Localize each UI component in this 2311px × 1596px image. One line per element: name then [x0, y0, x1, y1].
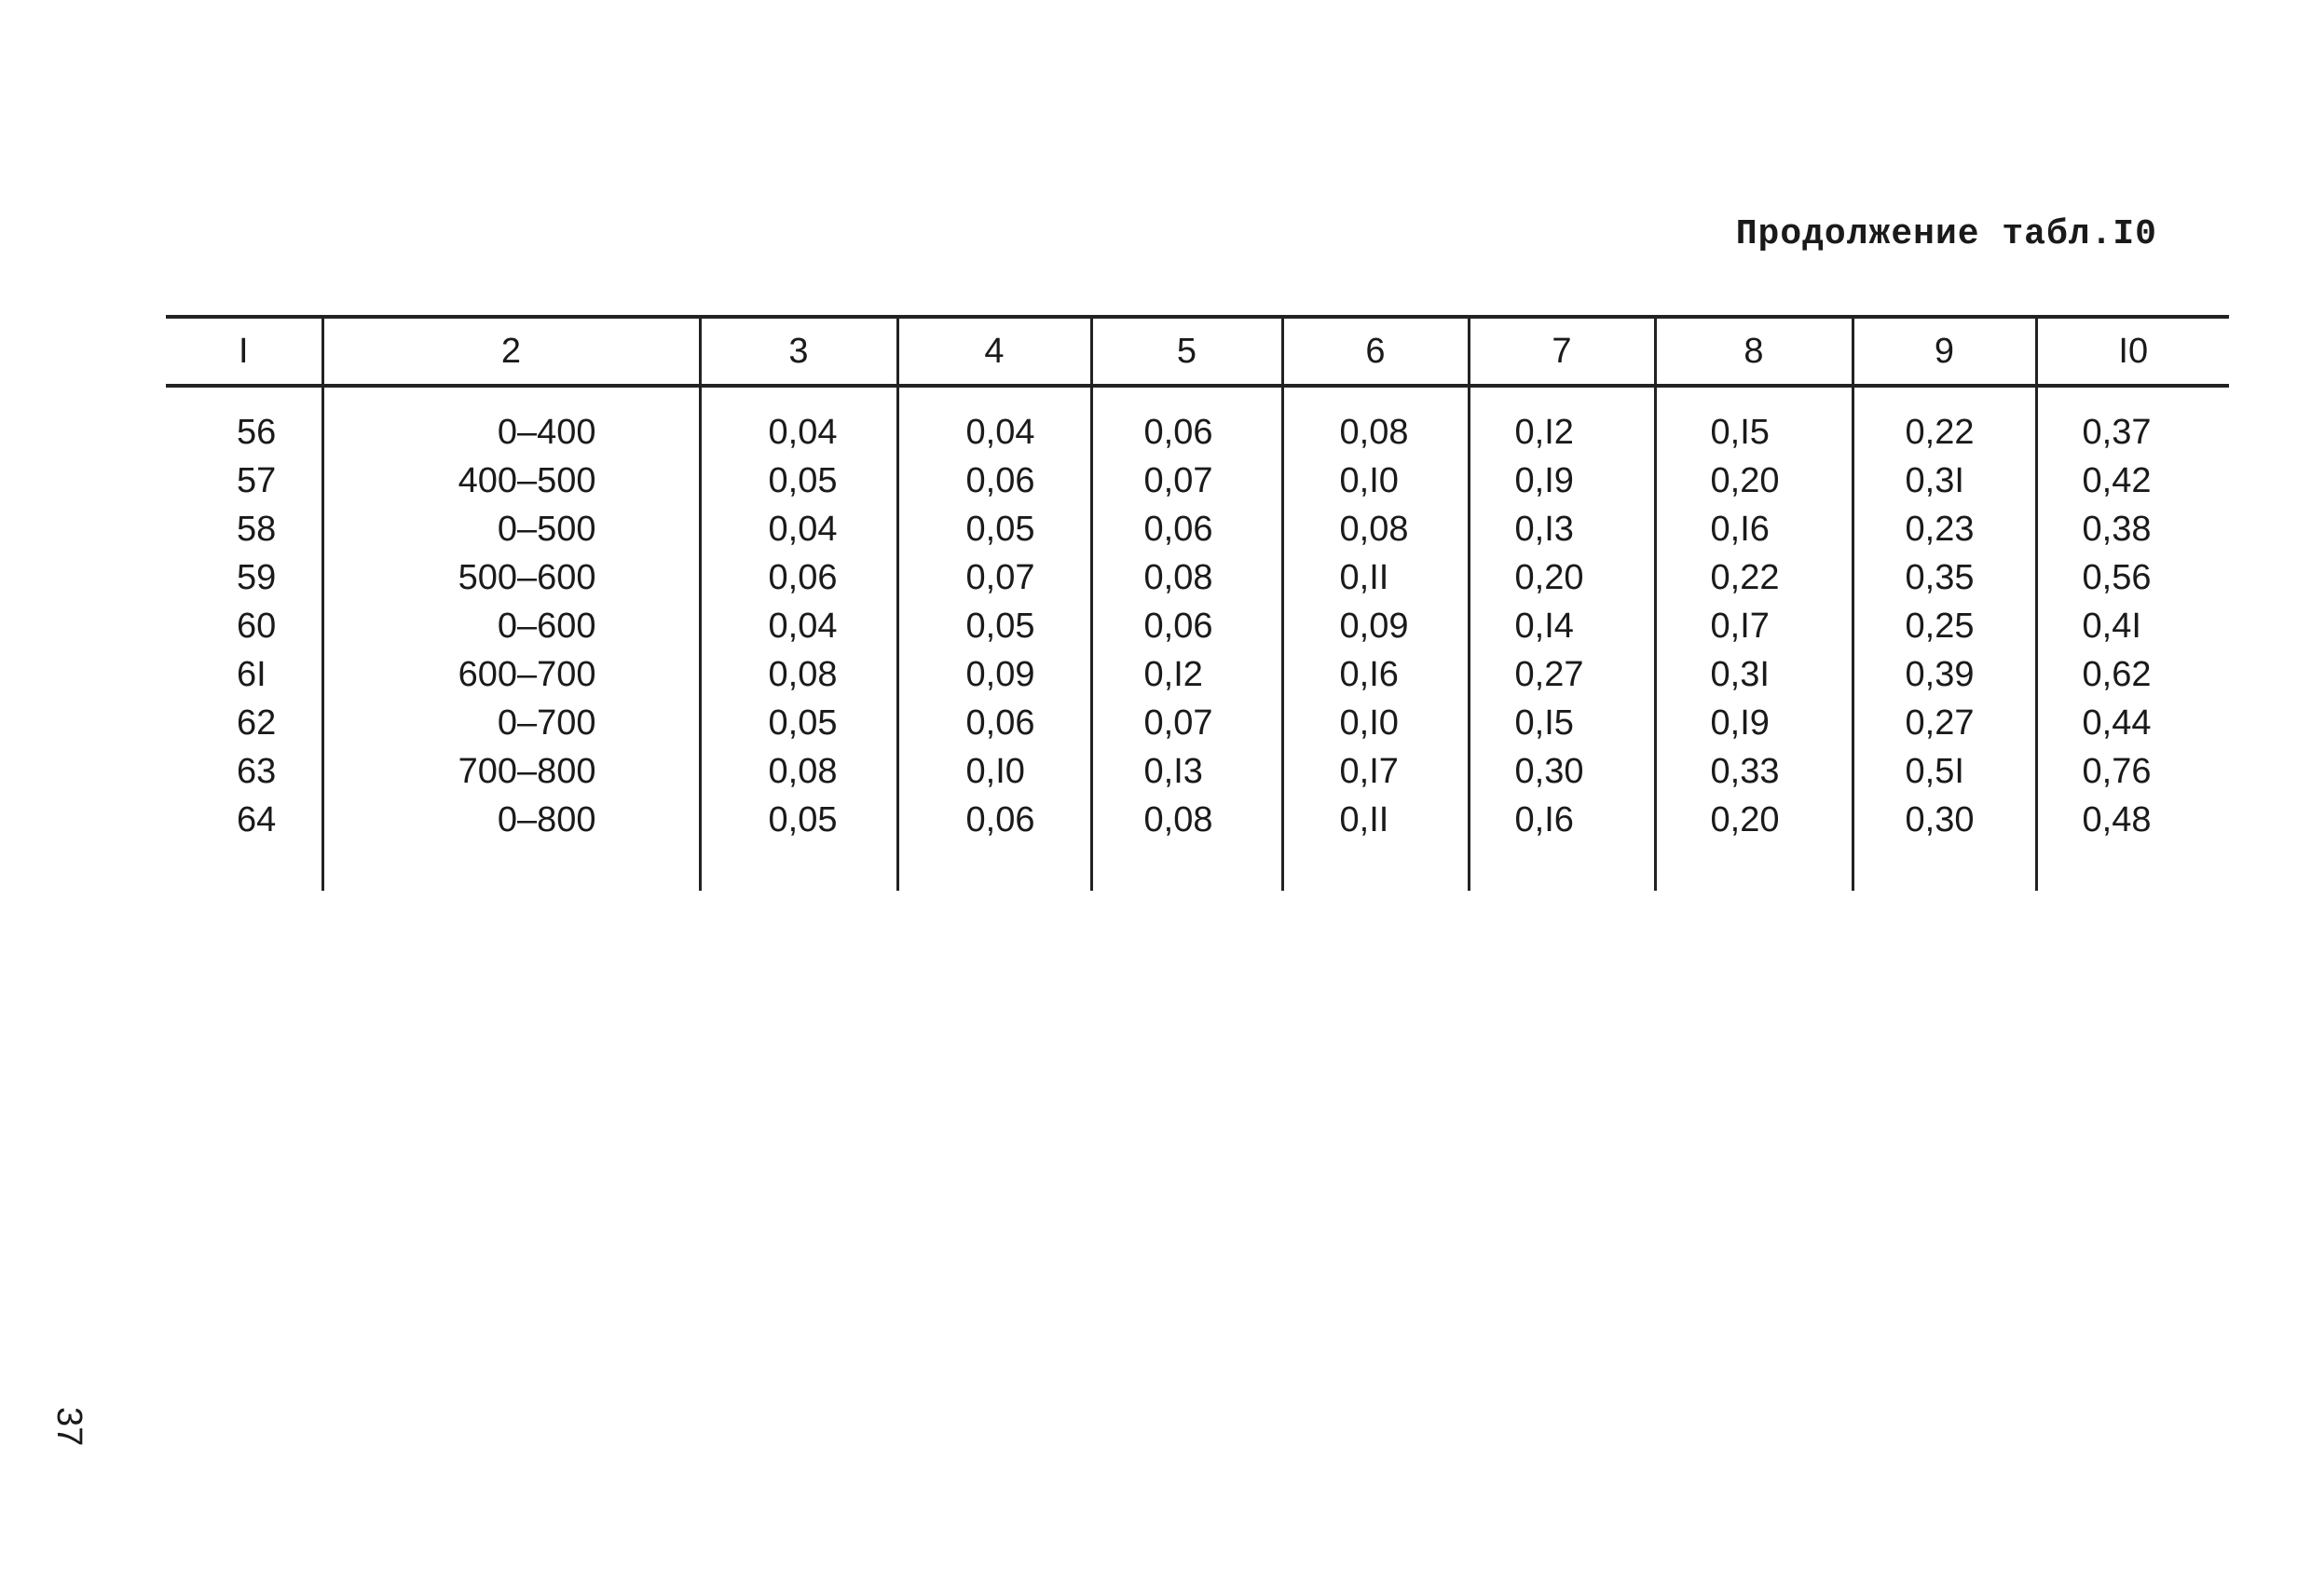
- table-cell: 0,I0: [1282, 699, 1469, 747]
- table-cell: 500–600: [322, 553, 700, 602]
- table-cell: 0,06: [897, 796, 1091, 844]
- table-cell: 0,30: [1853, 796, 2036, 844]
- table-cell: 0–400: [322, 386, 700, 457]
- table-cell: 0,76: [2036, 747, 2229, 796]
- table-cell: 0,22: [1853, 386, 2036, 457]
- page-number: 37: [49, 1407, 89, 1447]
- table-cell: 400–500: [322, 457, 700, 505]
- table-cell: 0,48: [2036, 796, 2229, 844]
- table-spacer-cell: [322, 844, 700, 891]
- column-header-4: 4: [897, 317, 1091, 386]
- table-row: [166, 553, 2229, 602]
- table-spacer-cell: [1282, 844, 1469, 891]
- column-header-3: 3: [700, 317, 897, 386]
- table-cell: 0,I5: [1469, 699, 1655, 747]
- table-spacer-row: [166, 844, 2229, 891]
- table-cell: 0,05: [897, 602, 1091, 650]
- column-header-5: 5: [1091, 317, 1282, 386]
- table-caption: Продолжение табл.I0: [1735, 214, 2157, 254]
- table-cell: 0,07: [1091, 699, 1282, 747]
- table-cell: 0,I6: [1655, 505, 1853, 553]
- column-header-6: 6: [1282, 317, 1469, 386]
- table-cell: 0,20: [1655, 796, 1853, 844]
- table-cell: 0,06: [1091, 602, 1282, 650]
- data-table: [166, 315, 2229, 891]
- table-header: [166, 317, 2229, 386]
- table-row: [166, 796, 2229, 844]
- table-spacer-cell: [1091, 844, 1282, 891]
- table-cell: 0,I3: [1469, 505, 1655, 553]
- table-cell: 0,35: [1853, 553, 2036, 602]
- table-cell: 0,I0: [897, 747, 1091, 796]
- table-cell: 0,I6: [1469, 796, 1655, 844]
- table-cell: 0,25: [1853, 602, 2036, 650]
- table-cell: 60: [237, 606, 277, 646]
- table-spacer-cell: [1853, 844, 2036, 891]
- table-row: [166, 457, 2229, 505]
- column-header-1: I: [166, 317, 322, 386]
- table-cell: 0,39: [1853, 650, 2036, 699]
- table-cell: 63: [237, 751, 277, 791]
- table-cell: 0,05: [700, 457, 897, 505]
- table-spacer-cell: [1655, 844, 1853, 891]
- table-cell: 0,08: [1091, 553, 1282, 602]
- table-cell: 0,07: [1091, 457, 1282, 505]
- table-row: [166, 747, 2229, 796]
- table-cell: 0,04: [700, 602, 897, 650]
- table-cell: 0,22: [1655, 553, 1853, 602]
- table-spacer-cell: [166, 844, 322, 891]
- table-cell: 0,I5: [1655, 386, 1853, 457]
- table-cell: 57: [237, 460, 277, 500]
- table-cell: 0,3I: [1853, 457, 2036, 505]
- table-cell: 59: [237, 557, 277, 597]
- column-header-9: 9: [1853, 317, 2036, 386]
- table-cell: 0,II: [1282, 796, 1469, 844]
- table-spacer-cell: [700, 844, 897, 891]
- column-header-7: 7: [1469, 317, 1655, 386]
- table-cell: 62: [237, 703, 277, 743]
- column-header-10: I0: [2036, 317, 2229, 386]
- table-cell: 0,I9: [1469, 457, 1655, 505]
- table-cell: 0,27: [1853, 699, 2036, 747]
- table-cell: 0,4I: [2036, 602, 2229, 650]
- table-cell: 0,I4: [1469, 602, 1655, 650]
- table-cell: 0,23: [1853, 505, 2036, 553]
- table-cell: 58: [237, 509, 277, 549]
- table-cell: 0,09: [1282, 602, 1469, 650]
- table-cell: 0,09: [897, 650, 1091, 699]
- table-cell: 600–700: [322, 650, 700, 699]
- table-cell: 0,30: [1469, 747, 1655, 796]
- table-row: [166, 650, 2229, 699]
- table-spacer-cell: [1469, 844, 1655, 891]
- table-cell: 700–800: [322, 747, 700, 796]
- table-row: [166, 505, 2229, 553]
- table-cell: 0–800: [322, 796, 700, 844]
- table-cell: 0,I0: [1282, 457, 1469, 505]
- table-spacer-cell: [2036, 844, 2229, 891]
- table-cell: 0,08: [1282, 386, 1469, 457]
- table-row: [166, 602, 2229, 650]
- table-cell: 0,06: [897, 457, 1091, 505]
- table-cell: 0,06: [700, 553, 897, 602]
- table-cell: 0–500: [322, 505, 700, 553]
- table-cell: 0,05: [700, 796, 897, 844]
- table-cell: 0,38: [2036, 505, 2229, 553]
- header-row: [166, 317, 2229, 386]
- table-cell: 0,04: [700, 386, 897, 457]
- table-cell: 0,37: [2036, 386, 2229, 457]
- table-cell: 0,I7: [1282, 747, 1469, 796]
- table-cell: 0,I3: [1091, 747, 1282, 796]
- table-cell: 0,08: [700, 650, 897, 699]
- column-header-8: 8: [1655, 317, 1853, 386]
- table-row: [166, 386, 2229, 457]
- table-cell: 0,04: [700, 505, 897, 553]
- table-cell: 0,07: [897, 553, 1091, 602]
- table-cell: 0,I6: [1282, 650, 1469, 699]
- table-cell: 0,20: [1469, 553, 1655, 602]
- table-cell: 0,08: [700, 747, 897, 796]
- table-cell: 0–700: [322, 699, 700, 747]
- table-cell: 0,56: [2036, 553, 2229, 602]
- table-cell: 0,06: [1091, 505, 1282, 553]
- table-cell: 0,42: [2036, 457, 2229, 505]
- table-cell: 6I: [237, 654, 267, 694]
- table-cell: 64: [237, 799, 277, 839]
- table-cell: 0,II: [1282, 553, 1469, 602]
- table-cell: 0,08: [1282, 505, 1469, 553]
- table-cell: 0,I9: [1655, 699, 1853, 747]
- table-cell: 0,06: [897, 699, 1091, 747]
- table-cell: 0,04: [897, 386, 1091, 457]
- table-cell: 0,62: [2036, 650, 2229, 699]
- table-cell: 0,08: [1091, 796, 1282, 844]
- table-cell: 0,05: [700, 699, 897, 747]
- table-cell: 0,3I: [1655, 650, 1853, 699]
- table-cell: 0,33: [1655, 747, 1853, 796]
- table-cell: 0–600: [322, 602, 700, 650]
- table-cell: 0,5I: [1853, 747, 2036, 796]
- table-row: [166, 699, 2229, 747]
- table-cell: 0,44: [2036, 699, 2229, 747]
- table-cell: 0,20: [1655, 457, 1853, 505]
- column-header-2: 2: [322, 317, 700, 386]
- data-table-container: [166, 315, 2229, 891]
- table-spacer-cell: [897, 844, 1091, 891]
- table-cell: 0,I7: [1655, 602, 1853, 650]
- table-cell: 0,27: [1469, 650, 1655, 699]
- table-cell: 56: [237, 412, 277, 452]
- table-cell: 0,05: [897, 505, 1091, 553]
- table-cell: 0,I2: [1091, 650, 1282, 699]
- table-cell: 0,06: [1091, 386, 1282, 457]
- table-body: [166, 386, 2229, 891]
- table-cell: 0,I2: [1469, 386, 1655, 457]
